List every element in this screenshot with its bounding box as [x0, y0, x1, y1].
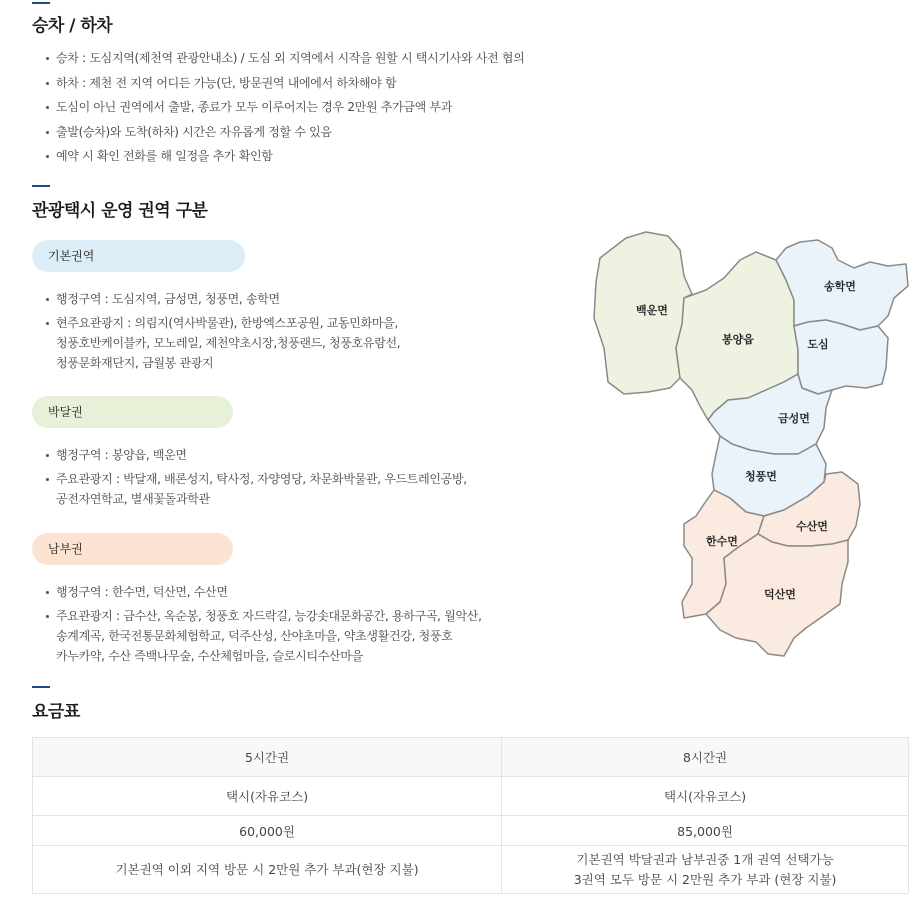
section-accent-bar [32, 686, 50, 688]
list-item: 행정구역 : 도심지역, 금성면, 청풍면, 송학면 [44, 289, 400, 309]
section-accent-bar [32, 185, 50, 187]
list-item: 도심이 아닌 권역에서 출발, 종료가 모두 이루어지는 경우 2만원 추가금액 부과 [44, 97, 524, 117]
list-item: 하차 : 제천 전 지역 어디든 가능(단, 방문권역 내에에서 하차해야 함 [44, 73, 524, 93]
section-accent-bar [32, 2, 50, 4]
zone-map [588, 228, 909, 660]
map-label-deoksan: 덕산면 [764, 588, 796, 601]
map-label-bongyang: 봉양읍 [722, 333, 754, 346]
map-label-dosim: 도심 [807, 338, 829, 351]
table-cell: 85,000원 [502, 816, 909, 846]
map-label-susan: 수산면 [796, 520, 828, 533]
list-item: 출발(승차)와 도착(하차) 시간은 자유롭게 정할 수 있음 [44, 122, 524, 142]
table-cell: 택시(자유코스) [502, 777, 909, 816]
table-cell: 60,000원 [33, 816, 502, 846]
map-label-baegun: 백운면 [636, 304, 668, 317]
table-row [33, 816, 909, 846]
section-title-zones: 관광택시 운영 권역 구분 [32, 201, 208, 221]
table-row [33, 846, 909, 894]
table-cell: 기본권역 이외 지역 방문 시 2만원 추가 부과(현장 지불) [33, 846, 502, 894]
zone-badge-basic: 기본권역 [32, 240, 245, 272]
table-header-cell: 5시간권 [33, 738, 502, 777]
list-item: 승차 : 도심지역(제천역 관광안내소) / 도심 외 지역에서 시작을 원할 시 택시기사와 사전 협의 [44, 48, 524, 68]
fare-table [32, 737, 909, 894]
map-label-hansu: 한수면 [706, 535, 738, 548]
map-label-geumseong: 금성면 [778, 412, 810, 425]
table-cell: 기본권역 박달권과 남부권중 1개 권역 선택가능 3권역 모두 방문 시 2만원 추가 부과 (현장 지불) [502, 846, 909, 894]
section-title-boarding: 승차 / 하차 [32, 16, 113, 36]
zone-badge-south: 남부권 [32, 533, 233, 565]
table-header-cell: 8시간권 [502, 738, 909, 777]
list-item: 행정구역 : 봉양읍, 백운면 [44, 445, 467, 465]
list-item: 행정구역 : 한수면, 덕산면, 수산면 [44, 582, 482, 602]
list-item: 예약 시 확인 전화를 해 일정을 추가 확인함 [44, 146, 524, 166]
map-label-songhak: 송학면 [824, 280, 856, 293]
list-item: 주요관광지 : 금수산, 옥순봉, 청풍호 자드락길, 능강솟대문화공간, 용하구곡, 월악산, 송계계곡, 한국전통문화체험학교, 덕주산성, 산야초마을, 약초생활건강, 청풍호 카누카약, 수산 즉백나무숲, 수산체험마을, 슬로시티수산마을 [44, 606, 482, 666]
list-item: 현주요관광지 : 의림지(역사박물관), 한방엑스포공원, 교동민화마을, 청풍호반케이블카, 모노레일, 제천약초시장,청풍랜드, 청풍호유람선, 청풍문화재단지, 금월봉 관광지 [44, 313, 400, 373]
boarding-rules-list [44, 48, 524, 171]
list-item: 주요관광지 : 박달재, 배론성지, 탁사정, 자양영당, 차문화박물관, 우드트레인공방, 공전자연학교, 별새꽃돌과학관 [44, 469, 467, 509]
zone-bakdal-list [44, 445, 467, 513]
zone-basic-list [44, 289, 400, 377]
zone-badge-bakdal: 박달권 [32, 396, 233, 428]
table-row [33, 777, 909, 816]
table-cell: 택시(자유코스) [33, 777, 502, 816]
region-dosim [794, 320, 888, 394]
section-title-fare: 요금표 [32, 702, 80, 722]
table-row [33, 738, 909, 777]
map-label-cheongpung: 청풍면 [745, 470, 777, 483]
zone-south-list [44, 582, 482, 670]
